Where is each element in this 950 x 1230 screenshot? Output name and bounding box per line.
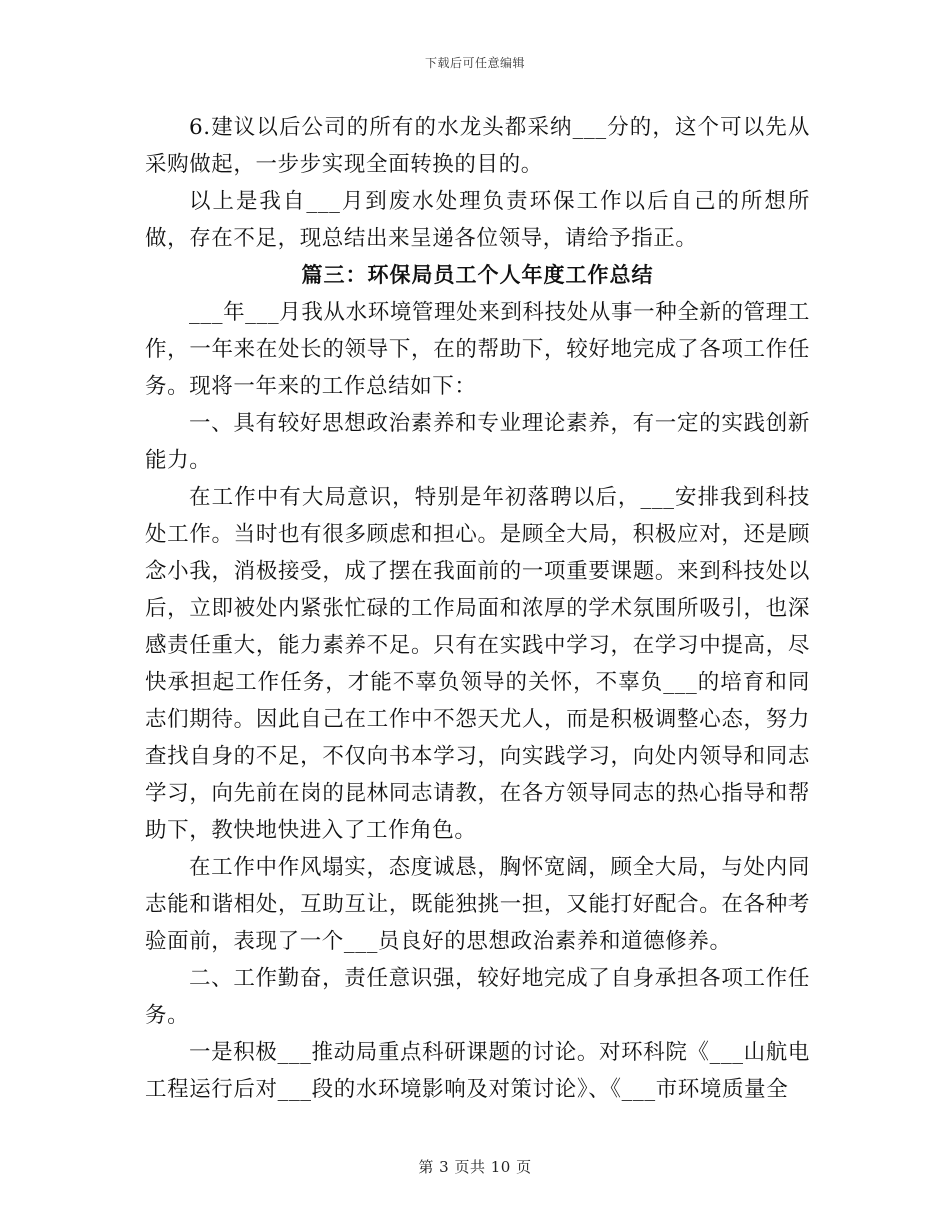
page-header: 下载后可任意编辑	[424, 56, 525, 70]
paragraph-big-picture: 在工作中有大局意识，特别是年初落聘以后，___安排我到科技处工作。当时也有很多顾虑和担心。是顾全大局，积极应对，还是顾念小我，消极接受，成了摆在我面前的一项重要课题。来到科技处以后，立即被处内紧张忙碌的工作局面和浓厚的学术氛围所吸引，也深感责任重大，能力素养不足。只有在实践中学习，在学习中提高，尽快承担起工作任务，才能不辜负领导的关怀，不辜负___的培育和同志们期待。因此自己在工作中不怨天尤人，而是积极调整心态，努力查找自身的不足，不仅向书本学习，向实践学习，向处内领导和同志学习，向先前在岗的昆林同志请教，在各方领导同志的热心指导和帮助下，教快地快进入了工作角色。	[145, 485, 810, 843]
paragraph-research: 一是积极___推动局重点科研课题的讨论。对环科院《___山航电工程运行后对___段的水环境影响及对策讨论》、《___市环境质量全	[145, 1040, 810, 1102]
paragraph-intro: ___年___月我从水环境管理处来到科技处从事一种全新的管理工作，一年来在处长的领导下，在的帮助下，较好地完成了各项工作任务。现将一年来的工作总结如下：	[145, 300, 810, 399]
paragraph-heading-two: 二、工作勤奋，责任意识强，较好地完成了自身承担各项工作任务。	[145, 966, 810, 1028]
document-body	[145, 109, 810, 1108]
page-number: 第 3 页共 10 页	[418, 1158, 532, 1176]
section-title: 篇三：环保局员工个人年度工作总结	[301, 263, 654, 287]
paragraph-work-style: 在工作中作风塌实，态度诚恳，胸怀宽阔，顾全大局，与处内同志能和谐相处，互助互让，既能独挑一担，又能打好配合。在各种考验面前，表现了一个___员良好的思想政治素养和道德修养。	[145, 855, 810, 954]
paragraph-closing-remark: 以上是我自___月到废水处理负责环保工作以后自己的所想所做，存在不足，现总结出来呈递各位领导，请给予指正。	[145, 189, 810, 251]
paragraph-heading-one: 一、具有较好思想政治素养和专业理论素养，有一定的实践创新能力。	[145, 411, 810, 473]
paragraph-faucet-suggestion: 6.建议以后公司的所有的水龙头都采纳___分的，这个可以先从采购做起，一步步实现全面转换的目的。	[145, 115, 810, 177]
